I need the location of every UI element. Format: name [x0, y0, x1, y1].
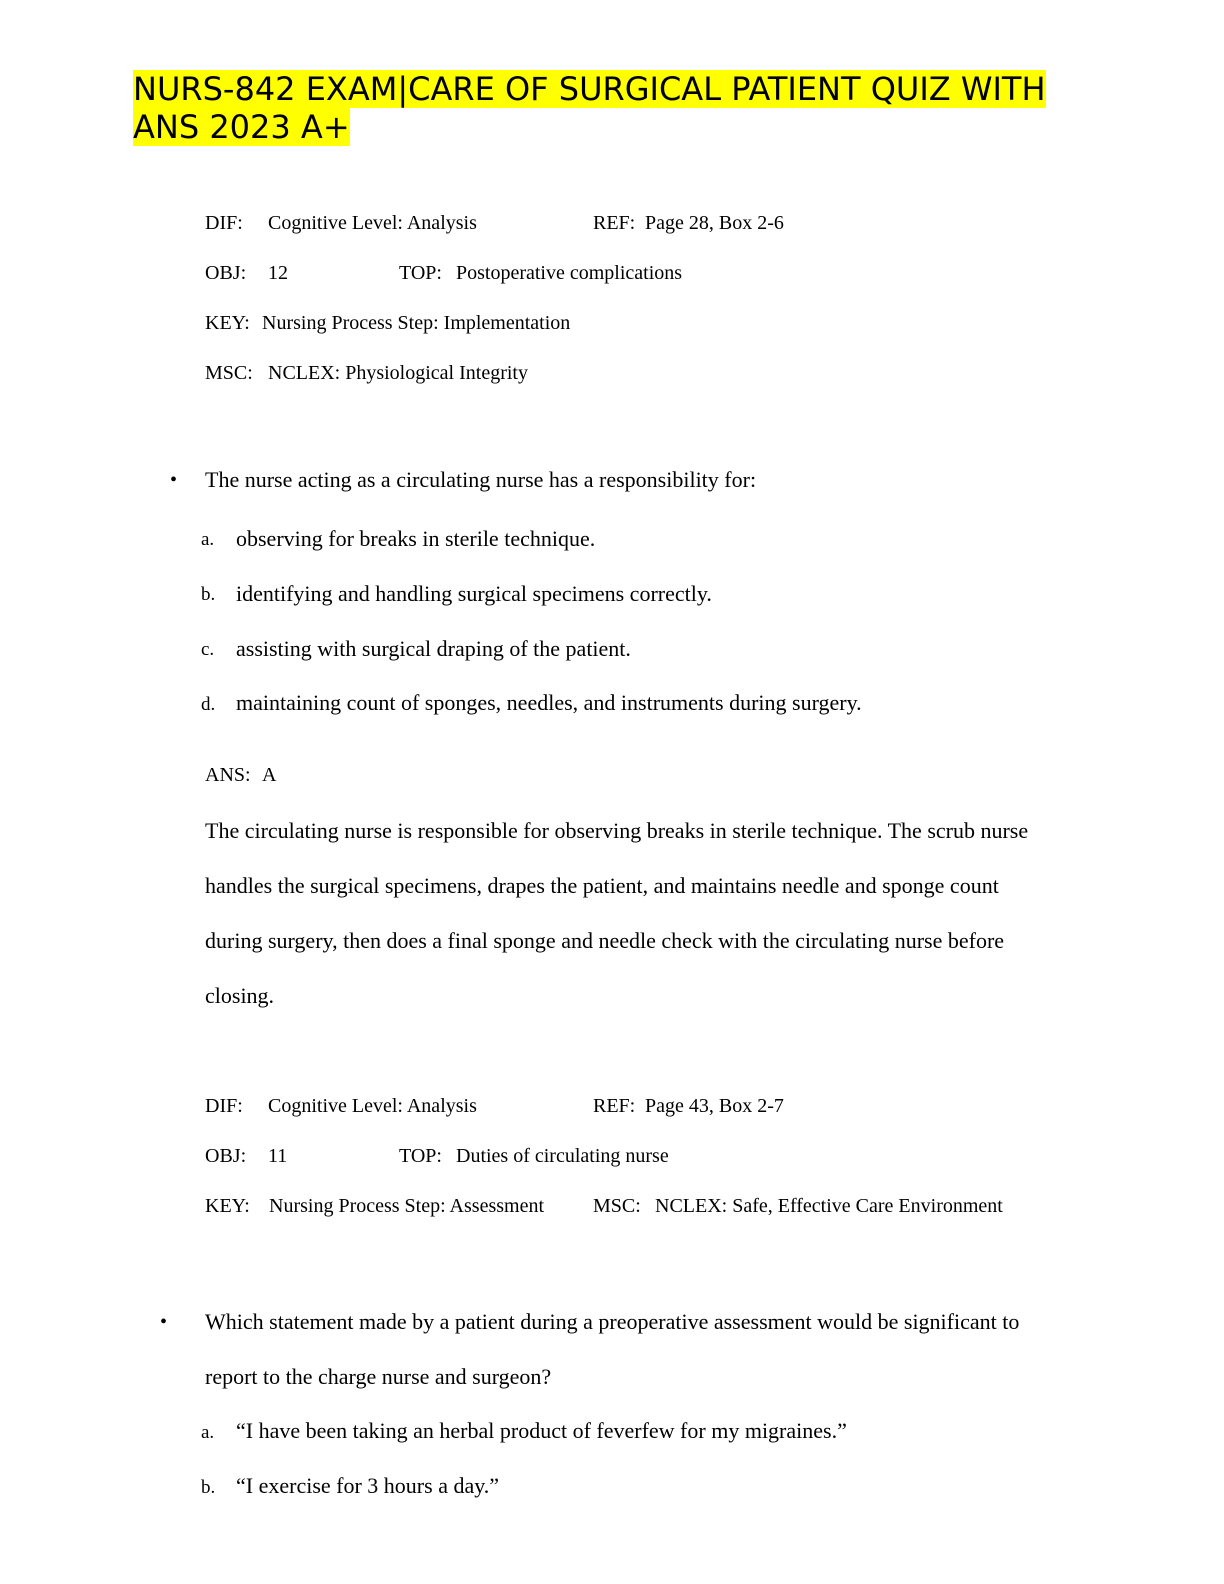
obj-label: OBJ:: [205, 1145, 247, 1167]
dif-value: Cognitive Level: Analysis: [268, 1095, 477, 1117]
dif-value: Cognitive Level: Analysis: [268, 212, 477, 234]
option-text: assisting with surgical draping of the patient.: [236, 636, 631, 661]
option-text: “I exercise for 3 hours a day.”: [236, 1473, 500, 1498]
bullet-marker: •: [170, 469, 178, 491]
obj-value: 12: [268, 262, 288, 284]
option-label: a.: [201, 1422, 215, 1443]
question-stem: The nurse acting as a circulating nurse has a responsibility for:: [205, 467, 757, 492]
rationale-line: during surgery, then does a final sponge and needle check with the circulating nurse before: [205, 928, 1005, 953]
key-value: Nursing Process Step: Assessment: [269, 1195, 544, 1217]
rationale-line: The circulating nurse is responsible for observing breaks in sterile technique. The scrub nurse: [205, 818, 1029, 843]
key-value: Nursing Process Step: Implementation: [262, 312, 571, 334]
option-label: a.: [201, 529, 215, 550]
rationale-line: handles the surgical specimens, drapes the patient, and maintains needle and sponge count: [205, 873, 999, 898]
ref-label: REF:: [593, 1095, 636, 1117]
option-label: b.: [201, 584, 216, 605]
document-title: [133, 70, 1073, 146]
bullet-marker: •: [160, 1311, 168, 1333]
question-stem: report to the charge nurse and surgeon?: [205, 1364, 552, 1389]
top-value: Postoperative complications: [456, 262, 683, 284]
key-label: KEY:: [205, 312, 250, 334]
msc-value: NCLEX: Safe, Effective Care Environment: [655, 1195, 1003, 1217]
option-text: maintaining count of sponges, needles, and instruments during surgery.: [236, 690, 862, 715]
ref-label: REF:: [593, 212, 636, 234]
key-label: KEY:: [205, 1195, 250, 1217]
msc-label: MSC:: [593, 1195, 641, 1217]
dif-label: DIF:: [205, 1095, 243, 1117]
option-text: “I have been taking an herbal product of feverfew for my migraines.”: [236, 1418, 847, 1443]
option-text: observing for breaks in sterile technique.: [236, 526, 596, 551]
msc-label: MSC:: [205, 362, 253, 384]
title-highlight: NURS-842 EXAM|CARE OF SURGICAL PATIENT QUIZ WITH ANS 2023 A+: [133, 70, 1046, 146]
option-label: b.: [201, 1477, 216, 1498]
top-value: Duties of circulating nurse: [456, 1145, 669, 1167]
obj-label: OBJ:: [205, 262, 247, 284]
answer-value: A: [262, 764, 277, 786]
rationale-line: closing.: [205, 983, 275, 1008]
question-stem: Which statement made by a patient during a preoperative assessment would be significant to: [205, 1309, 1020, 1334]
msc-value: NCLEX: Physiological Integrity: [268, 362, 528, 384]
obj-value: 11: [268, 1145, 288, 1167]
option-text: identifying and handling surgical specimens correctly.: [236, 581, 712, 606]
ref-value: Page 28, Box 2-6: [645, 212, 784, 234]
dif-label: DIF:: [205, 212, 243, 234]
ref-value: Page 43, Box 2-7: [645, 1095, 784, 1117]
top-label: TOP:: [399, 1145, 442, 1167]
option-label: c.: [201, 639, 215, 660]
answer-label: ANS:: [205, 764, 251, 786]
option-label: d.: [201, 694, 216, 715]
top-label: TOP:: [399, 262, 442, 284]
